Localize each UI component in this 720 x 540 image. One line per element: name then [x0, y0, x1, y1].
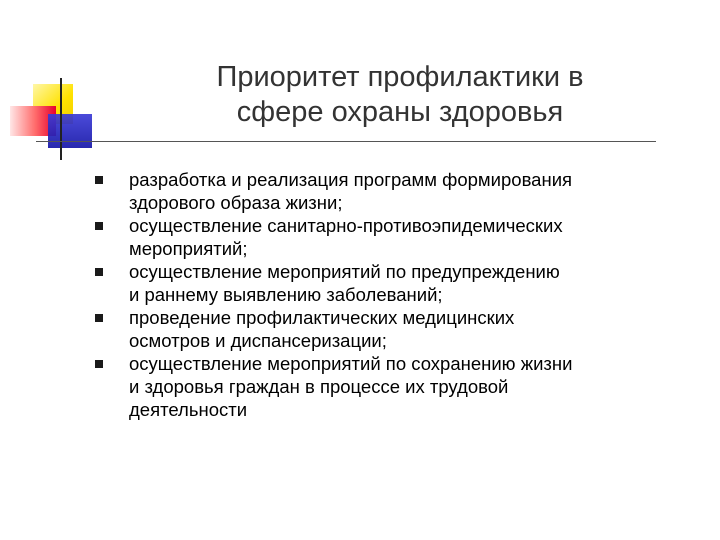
bullet-list: [95, 168, 705, 421]
slide-title: [130, 60, 670, 130]
square-bullet-icon: [95, 176, 103, 184]
bullet-line: мероприятий;: [129, 238, 248, 259]
bullet-line: разработка и реализация программ формирования: [129, 169, 573, 190]
title-line-2: сфере охраны здоровья: [236, 96, 564, 128]
bullet-line: и раннему выявлению заболеваний;: [129, 284, 443, 305]
bullet-line: осуществление мероприятий по предупреждению: [129, 261, 560, 282]
bullet-line: деятельности: [129, 399, 248, 420]
title-underline: [36, 141, 656, 142]
list-item: [95, 214, 705, 260]
vertical-rule: [60, 78, 62, 160]
bullet-line: осмотров и диспансеризации;: [129, 330, 387, 351]
title-line-1: Приоритет профилактики в: [216, 61, 584, 93]
list-item: [95, 352, 705, 421]
bullet-line: здорового образа жизни;: [129, 192, 343, 213]
bullet-line: осуществление санитарно-противоэпидемических: [129, 215, 563, 236]
bullet-line: проведение профилактических медицинских: [129, 307, 515, 328]
square-bullet-icon: [95, 268, 103, 276]
bullet-line: осуществление мероприятий по сохранению жизни: [129, 353, 573, 374]
blue-square-shape: [48, 114, 92, 148]
square-bullet-icon: [95, 314, 103, 322]
square-bullet-icon: [95, 360, 103, 368]
list-item: [95, 260, 705, 306]
list-item: [95, 168, 705, 214]
bullet-line: и здоровья граждан в процессе их трудовой: [129, 376, 509, 397]
square-bullet-icon: [95, 222, 103, 230]
list-item: [95, 306, 705, 352]
